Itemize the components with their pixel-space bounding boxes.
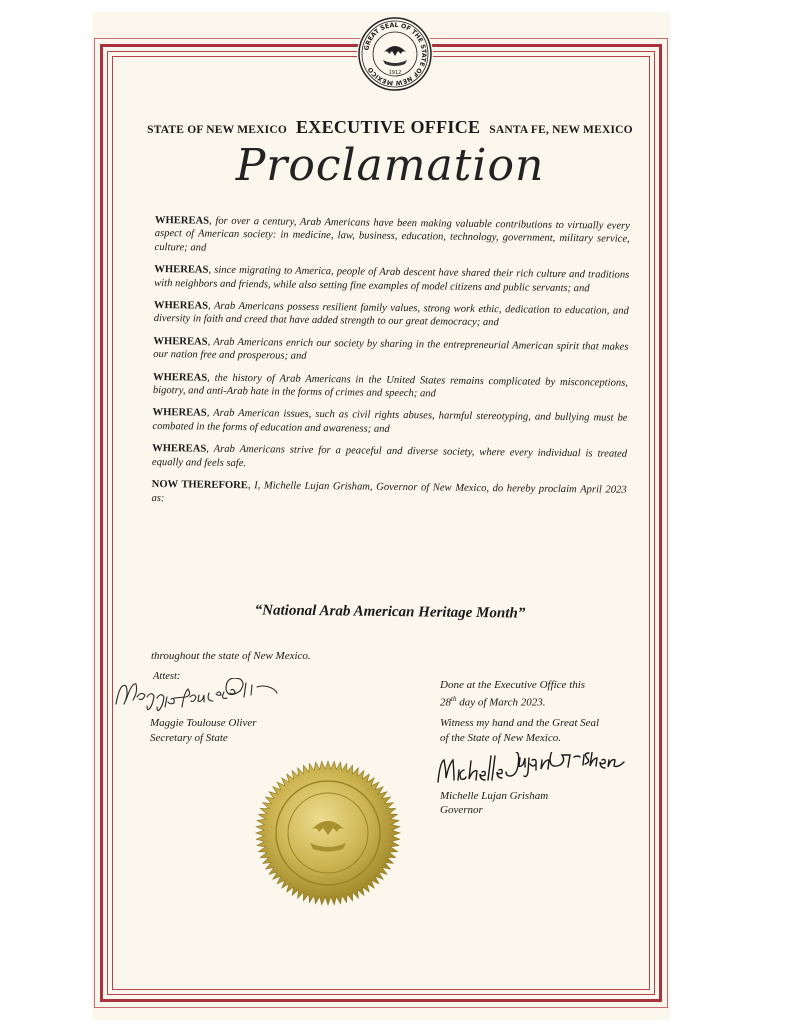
clause <box>152 406 627 439</box>
clause <box>155 214 630 260</box>
clause-text: , Arab American issues, such as civil rights abuses, harmful stereotyping, and bullying must be combated in the forms of education and awareness; and <box>152 408 628 435</box>
clause <box>153 371 628 404</box>
clause-text: , the history of Arab Americans in the United States remains complicated by misconceptions, bigotry, and anti-Arab hate in the forms of crimes and speech; and <box>152 372 629 400</box>
governor-title: Governor <box>440 804 483 816</box>
attest-label: Attest: <box>153 671 181 682</box>
throughout-line: throughout the state of New Mexico. <box>151 650 311 662</box>
letterhead-city: SANTA FE, NEW MEXICO <box>489 124 633 136</box>
clause-text: , since migrating to America, people of Arab descent have shared their rich culture and traditions with neighbors and friends, while also setting fine examples of model citizens and public servants; and <box>154 264 630 294</box>
secretary-name: Maggie Toulouse Oliver <box>150 717 257 729</box>
clause-lead: WHEREAS <box>152 443 207 455</box>
witness-line-1: Witness my hand and the Great Seal <box>440 717 600 729</box>
clause-text: , Arab Americans strive for a peaceful and diverse society, where every individual is treated equally and feels safe. <box>151 443 628 469</box>
clause <box>154 263 629 296</box>
clause-lead: WHEREAS <box>154 264 209 276</box>
letterhead-state: STATE OF NEW MEXICO <box>147 124 287 136</box>
done-block <box>440 678 585 710</box>
clause-text: , Arab Americans possess resilient family values, strong work ethic, dedication to education, and diversity in faith and creed that have added strength to our great democracy; and <box>153 300 629 329</box>
clause-lead: WHEREAS <box>154 214 210 227</box>
letterhead-office: EXECUTIVE OFFICE <box>295 117 481 137</box>
secretary-signature <box>112 678 317 719</box>
clause-now-therefore <box>151 478 626 511</box>
governor-block <box>440 789 548 817</box>
clause-text: , I, Michelle Lujan Grisham, Governor of New Mexico, do hereby proclaim April 2023 as: <box>151 480 627 504</box>
done-line-2-rest: day of March 2023. <box>456 696 546 709</box>
clause-text: , for over a century, Arab Americans have been making valuable contributions to virtually every aspect of American society: in medicine, law, business, education, technology, government, military service, culture; and <box>154 215 630 254</box>
witness-block <box>440 716 599 746</box>
clause-lead: WHEREAS <box>152 407 207 420</box>
clause <box>152 442 627 475</box>
clause-lead: WHEREAS <box>153 300 209 312</box>
clause-lead: WHEREAS <box>153 335 208 348</box>
governor-name: Michelle Lujan Grisham <box>440 790 549 802</box>
great-seal-top <box>357 16 433 92</box>
done-line-2 <box>440 692 585 710</box>
secretary-title: Secretary of State <box>150 732 228 744</box>
clause-text: , Arab Americans enrich our society by sharing in the entrepreneurial American spirit that makes our nation free and prosperous; and <box>153 336 629 363</box>
page-title: Proclamation <box>235 140 545 191</box>
letterhead <box>120 117 660 138</box>
proclamation-body <box>151 214 630 520</box>
clause <box>154 299 629 332</box>
done-line-1: Done at the Executive Office this <box>440 679 586 691</box>
seal-year: 1912 <box>388 70 402 76</box>
done-day: 28 <box>440 696 451 709</box>
gold-foil-seal <box>254 759 402 912</box>
clause-lead: NOW THEREFORE <box>151 479 248 492</box>
done-day-suffix: th <box>451 695 457 703</box>
heritage-month-title: “National Arab American Heritage Month” <box>254 602 526 622</box>
clause-lead: WHEREAS <box>152 371 208 384</box>
clause <box>153 335 628 368</box>
witness-line-2: of the State of New Mexico. <box>440 732 561 744</box>
seal-ring-text: GREAT SEAL OF THE STATE OF NEW MEXICO <box>363 21 428 87</box>
secretary-block <box>150 716 257 746</box>
